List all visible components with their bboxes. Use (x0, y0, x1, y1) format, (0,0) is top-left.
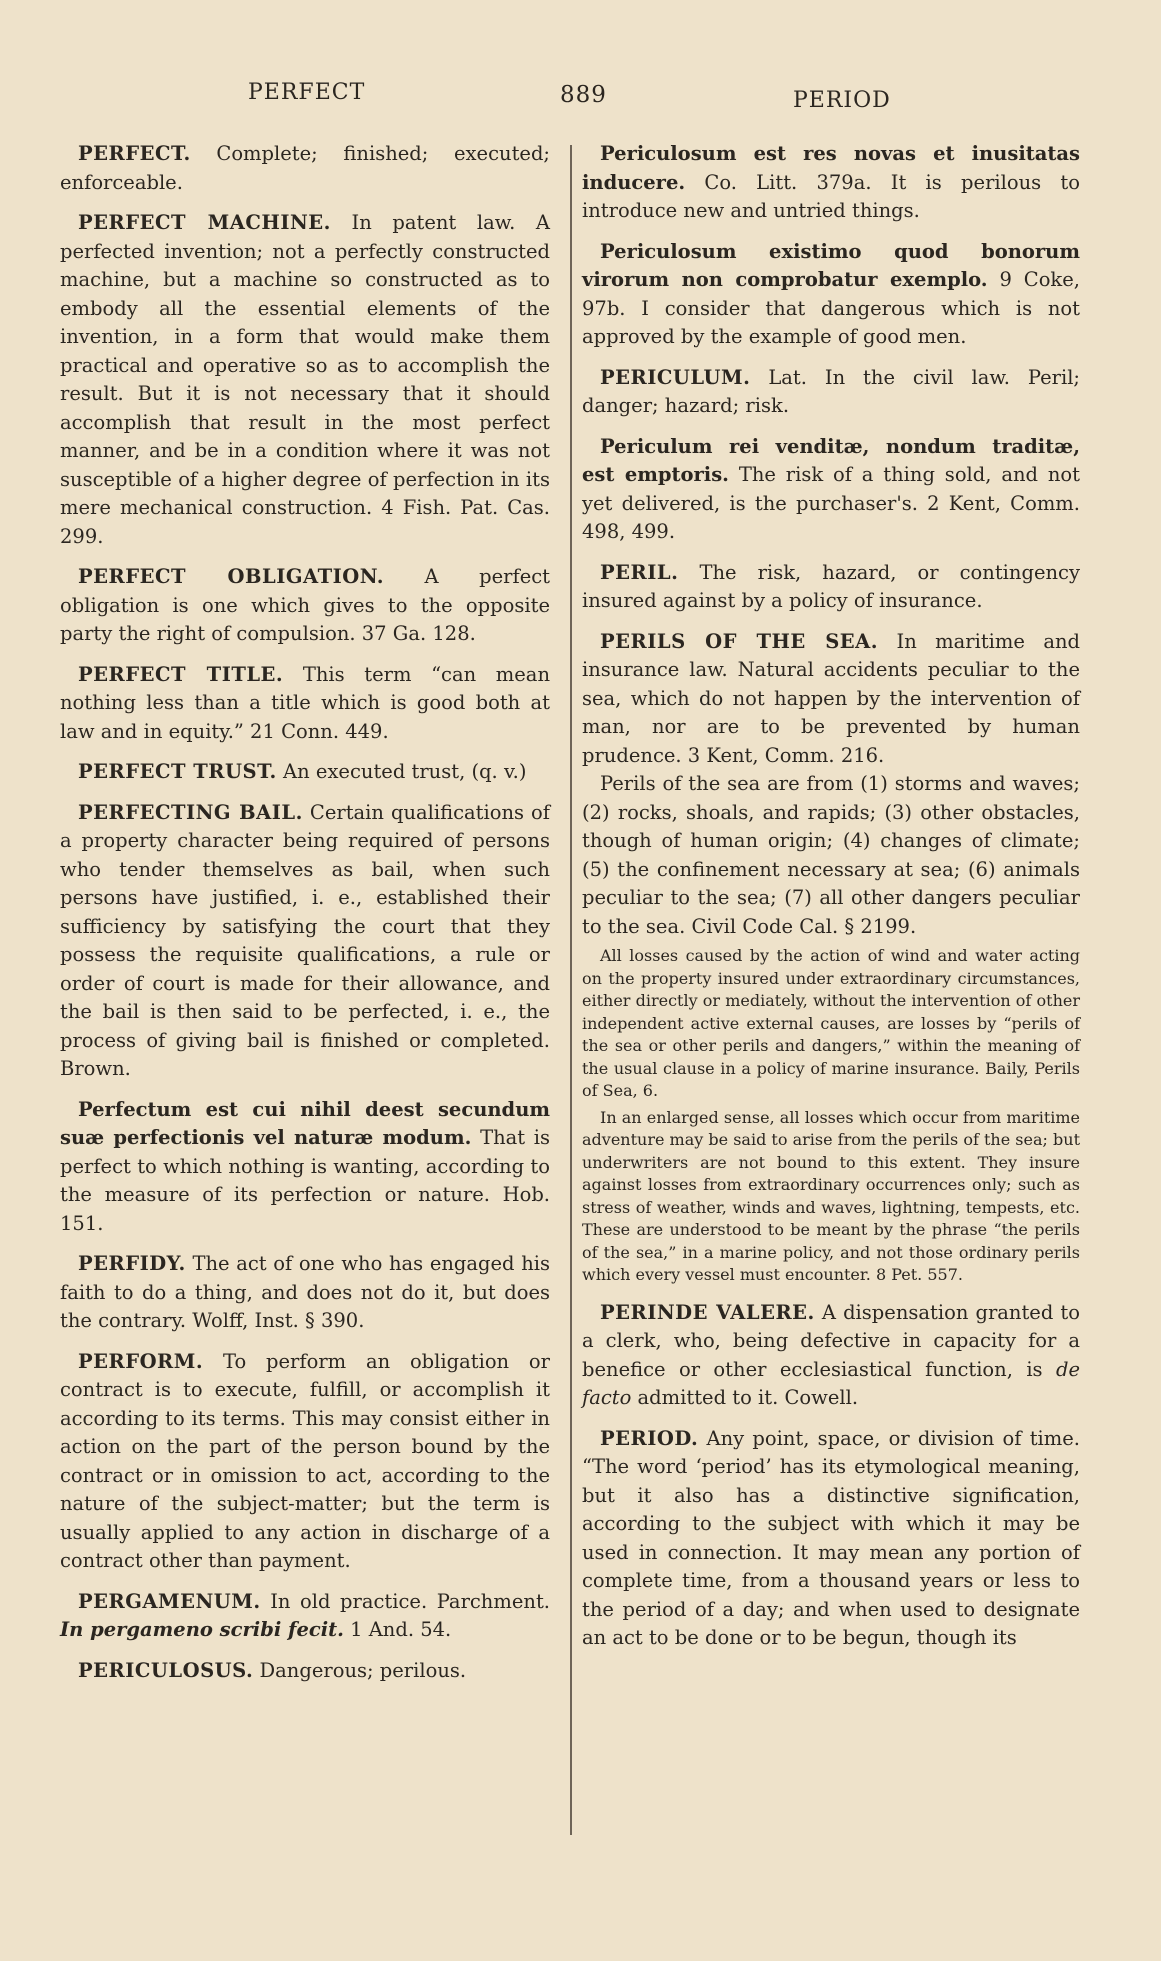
entry-periculum (582, 364, 1080, 421)
headword: PERFECT MACHINE. (78, 211, 331, 234)
right-column (582, 140, 1080, 1665)
headword: PERFECT TITLE. (78, 662, 284, 686)
definition: The risk of a thing sold, and not yet delivered, is the purchaser's. 2 Kent, Comm. 498, 499. (582, 463, 1080, 543)
page-header (0, 78, 1161, 118)
entry-perfidy (60, 1250, 550, 1336)
column-divider (570, 145, 572, 1835)
entry-perfect-machine (60, 209, 550, 551)
note-paragraph: In an enlarged sense, all losses which occur from maritime adventure may be said to arise from the perils of the sea; but underwriters are not bound to this extent. They insure against losses from extraordinary occurrences only; such as stress of weather, winds and waves, lightning, tempests, etc. These are understood to be meant by the phrase “the perils of the sea,” in a marine policy, and not those ordinary perils which every vessel must encounter. 8 Pet. 557. (582, 1107, 1080, 1284)
definition: Complete; finished; executed; enforceable. (60, 142, 550, 194)
headword: PERINDE VALERE. (600, 1300, 815, 1324)
definition-paragraph: Perils of the sea are from (1) storms and waves; (2) rocks, shoals, and rapids; (3) other obstacles, though of human origin; (4) changes of climate; (5) the confinement necessary at sea; (6) animals peculiar to the sea; (7) all other dangers peculiar to the sea. Civil Code Cal. § 2199. (582, 772, 1080, 938)
definition: This term “can mean nothing less than a title which is good both at law and in equity.” 21 Conn. 449. (60, 662, 550, 743)
definition: That is perfect to which nothing is wanting, according to the measure of its perfection or nature. Hob. 151. (60, 1126, 550, 1235)
headword: PERFECT. (78, 142, 191, 165)
entry-perfect (60, 140, 550, 197)
left-guide-word: PERFECT (248, 80, 366, 105)
entry-periculosus (60, 1657, 550, 1686)
definition: Co. Litt. 379a. It is perilous to introduce new and untried things. (582, 170, 1080, 222)
headword: PERFECT TRUST. (78, 760, 277, 783)
entry-perform (60, 1348, 550, 1576)
definition: Dangerous; perilous. (253, 1658, 467, 1682)
headword: PERFIDY. (78, 1252, 186, 1275)
entry-periculosum-maxim (582, 140, 1080, 226)
definition: In patent law. A perfected invention; not a perfectly constructed machine, but a machine so constructed as to embody all the essential elements of the invention, in a form that would make them practical and operative so as to accomplish the result. But it is not necessary that it should accomplish that result in the most perfect manner, and be in a condition where it was not susceptible of a higher degree of perfection in its mere mechanical construction. 4 Fish. Pat. Cas. 299. (60, 211, 550, 548)
latin-maxim: Periculum rei venditæ, nondum traditæ, est emptoris. (582, 434, 1080, 486)
headword: PERFECT OBLIGATION. (78, 565, 385, 588)
definition-end: admitted to it. Cowell. (631, 1386, 859, 1409)
definition: In old practice. Parchment. (260, 1589, 550, 1613)
headword: PERICULUM. (600, 365, 751, 389)
headword: PERIOD. (600, 1426, 699, 1450)
entry-peril (582, 559, 1080, 616)
latin-phrase: de facto (582, 1357, 1081, 1409)
page-number: 889 (560, 82, 607, 108)
entry-pergamenum (60, 1588, 550, 1645)
entry-perinde-valere (582, 1299, 1080, 1413)
headword: PERFORM. (78, 1349, 204, 1373)
definition: 9 Coke, 97b. I consider that dangerous which is not approved by the example of good men. (582, 268, 1080, 348)
entry-perfect-obligation (60, 563, 550, 649)
headword: PERIL. (600, 560, 679, 584)
definition: A dispensation granted to a clerk, who, being defective in capacity for a benefice or other ecclesiastical function, is (582, 1300, 1080, 1381)
citation: 1 And. 54. (343, 1618, 452, 1641)
entry-perfect-trust (60, 758, 550, 787)
definition: Certain qualifications of a property character being required of persons who tender themselves as bail, when such persons have justified, i. e., established their sufficiency by satisfying the court that they possess the requisite qualifications, a rule or order of court is made for their allowance, and the bail is then said to be perfected, i. e., the process of giving bail is finished or completed. Brown. (60, 800, 550, 1080)
definition: To perform an obligation or contract is to execute, fulfill, or accomplish it according to its terms. This may consist either in action on the part of the person bound by the contract or in omission to act, according to the nature of the subject-matter; but the term is usually applied to any action in discharge of a contract other than payment. (60, 1349, 550, 1572)
latin-maxim: Periculosum est res novas et inusitatas inducere. (582, 142, 1080, 194)
entry-perils-of-the-sea (582, 628, 1080, 1287)
definition: In maritime and insurance law. Natural accidents peculiar to the sea, which do not happen by the intervention of man, nor are to be prevented by human prudence. 3 Kent, Comm. 216. (582, 629, 1080, 767)
definition: Lat. In the civil law. Peril; danger; hazard; risk. (582, 365, 1080, 417)
definition: The act of one who has engaged his faith to do a thing, and does not do it, but does the contrary. Wolff, Inst. § 390. (60, 1252, 550, 1332)
note-paragraph: All losses caused by the action of wind and water acting on the property insured under extraordinary circumstances, either directly or mediately, without the intervention of other independent active external causes, are losses by “perils of the sea or other perils and dangers,” within the meaning of the usual clause in a policy of marine insurance. Baily, Perils of Sea, 6. (582, 946, 1080, 1100)
headword: PERFECTING BAIL. (78, 800, 303, 824)
latin-maxim: Perfectum est cui nihil deest secundum suæ perfectionis vel naturæ modum. (60, 1097, 550, 1149)
left-column (60, 140, 550, 1697)
headword: PERILS OF THE SEA. (600, 629, 879, 653)
definition: Any point, space, or division of time. “The word ‘period’ has its etymological meaning, but it also has a distinctive signification, according to the subject with which it may be used in connection. It may mean any portion of complete time, from a thousand years or less to the period of a day; and when used to designate an act to be done or to be begun, though its (582, 1426, 1080, 1649)
right-guide-word: PERIOD (793, 88, 891, 113)
entry-perfectum-maxim (60, 1096, 550, 1239)
entry-perfect-title (60, 661, 550, 747)
definition: An executed trust, (q. v.) (276, 760, 527, 783)
entry-perfecting-bail (60, 799, 550, 1084)
definition: A perfect obligation is one which gives to the opposite party the right of compulsion. 37 Ga. 128. (60, 565, 550, 645)
latin-maxim: Periculosum existimo quod bonorum virorum non comprobatur exemplo. (582, 239, 1080, 291)
latin-phrase: In pergameno scribi fecit. (60, 1618, 344, 1641)
headword: PERGAMENUM. (78, 1589, 261, 1613)
definition: The risk, hazard, or contingency insured against by a policy of insurance. (582, 560, 1080, 612)
headword: PERICULOSUS. (78, 1658, 254, 1682)
entry-periculosum-existimo (582, 238, 1080, 352)
entry-period (582, 1425, 1080, 1653)
entry-periculum-rei (582, 433, 1080, 547)
